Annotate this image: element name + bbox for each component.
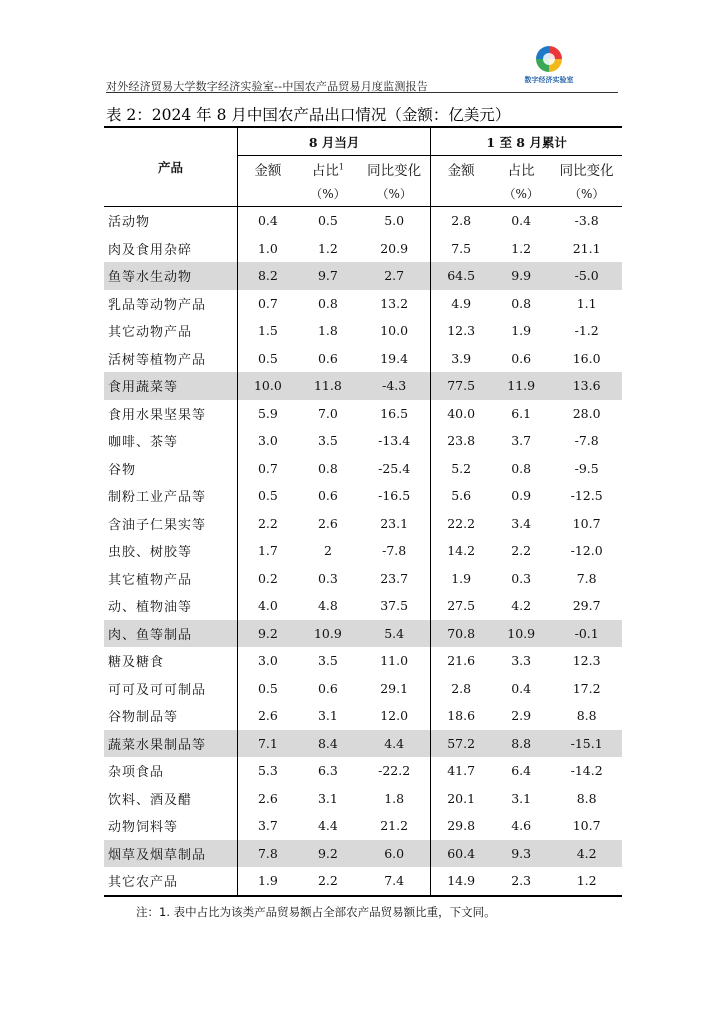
value-cell-m-amount: 7.8 bbox=[238, 840, 298, 868]
value-cell-m-yoy: 11.0 bbox=[358, 647, 431, 675]
value-cell-m-yoy: 16.5 bbox=[358, 400, 431, 428]
product-name-cell: 食用水果坚果等 bbox=[104, 400, 238, 428]
product-name-cell: 可可及可可制品 bbox=[104, 675, 238, 703]
value-cell-c-yoy: 7.8 bbox=[576, 570, 597, 586]
value-cell-c-amount: 40.0 bbox=[447, 405, 476, 421]
value-cell-m-share: 6.3 bbox=[317, 763, 338, 779]
value-cell-c-yoy: 1.2 bbox=[551, 867, 622, 896]
value-cell-m-share: 10.9 bbox=[298, 620, 358, 648]
product-name-cell: 谷物制品等 bbox=[104, 702, 238, 730]
product-name-cell: 糖及糖食 bbox=[104, 647, 238, 675]
value-cell-c-amount: 29.8 bbox=[447, 818, 476, 834]
value-cell-c-share: 11.9 bbox=[491, 372, 551, 400]
value-cell-c-yoy: -14.2 bbox=[570, 763, 603, 779]
value-cell-c-share: 8.8 bbox=[491, 730, 551, 758]
value-cell-c-share: 0.8 bbox=[511, 460, 532, 476]
value-cell-m-share: 8.4 bbox=[298, 730, 358, 758]
value-cell-m-amount: 7.1 bbox=[238, 730, 298, 758]
value-cell-m-amount: 0.7 bbox=[257, 460, 278, 476]
value-cell-m-amount: 4.0 bbox=[257, 598, 278, 614]
value-cell-m-yoy: 13.2 bbox=[358, 290, 431, 318]
value-cell-c-share: 9.9 bbox=[491, 262, 551, 290]
value-cell-m-yoy: 23.1 bbox=[358, 510, 431, 538]
table-row bbox=[104, 867, 622, 896]
value-cell-m-share: 3.5 bbox=[317, 653, 338, 669]
col-header-month-amount: 金额 bbox=[254, 162, 282, 179]
value-cell-m-amount: 1.5 bbox=[257, 323, 278, 339]
unit-cell: （%） bbox=[491, 181, 551, 207]
value-cell-c-yoy: -0.1 bbox=[551, 620, 622, 648]
value-cell-m-amount: 0.2 bbox=[257, 570, 278, 586]
value-cell-c-share: 6.1 bbox=[511, 405, 532, 421]
value-cell-m-yoy: 23.7 bbox=[358, 565, 431, 593]
value-cell-c-yoy: 10.7 bbox=[572, 515, 601, 531]
value-cell-c-share: 9.3 bbox=[491, 840, 551, 868]
value-cell-m-amount: 0.7 bbox=[257, 295, 278, 311]
value-cell-m-yoy: -22.2 bbox=[358, 757, 431, 785]
value-cell-m-share: 4.4 bbox=[317, 818, 338, 834]
value-cell-c-yoy: 17.2 bbox=[572, 680, 601, 696]
product-name-cell: 其它动物产品 bbox=[104, 317, 238, 345]
value-cell-c-amount: 77.5 bbox=[431, 372, 491, 400]
value-cell-c-yoy: 4.2 bbox=[551, 840, 622, 868]
value-cell-m-amount: 9.2 bbox=[238, 620, 298, 648]
value-cell-c-share: 4.6 bbox=[511, 818, 532, 834]
product-name-cell: 饮料、酒及醋 bbox=[104, 785, 238, 813]
table-row bbox=[104, 482, 622, 510]
product-name-cell: 活树等植物产品 bbox=[104, 345, 238, 373]
value-cell-m-amount: 8.2 bbox=[238, 262, 298, 290]
product-name-cell: 肉、鱼等制品 bbox=[104, 620, 238, 648]
value-cell-c-yoy: 29.7 bbox=[572, 598, 601, 614]
value-cell-m-yoy: 1.8 bbox=[358, 785, 431, 813]
globe-logo-icon bbox=[536, 46, 562, 72]
value-cell-m-yoy: 19.4 bbox=[358, 345, 431, 373]
table-row bbox=[104, 317, 622, 345]
value-cell-c-share: 4.2 bbox=[511, 598, 532, 614]
value-cell-m-yoy: 7.4 bbox=[358, 867, 431, 896]
value-cell-m-share: 3.5 bbox=[317, 433, 338, 449]
value-cell-c-yoy: -5.0 bbox=[551, 262, 622, 290]
value-cell-c-share: 0.8 bbox=[511, 295, 532, 311]
value-cell-m-yoy: -25.4 bbox=[358, 455, 431, 483]
value-cell-c-share: 0.4 bbox=[511, 680, 532, 696]
value-cell-c-share: 3.3 bbox=[511, 653, 532, 669]
value-cell-m-yoy: 5.0 bbox=[358, 207, 431, 235]
unit-cell-empty bbox=[431, 181, 491, 207]
table-row bbox=[104, 207, 622, 235]
lab-logo bbox=[518, 46, 580, 92]
value-cell-m-yoy: 2.7 bbox=[358, 262, 431, 290]
value-cell-m-amount: 0.4 bbox=[257, 213, 278, 229]
value-cell-m-yoy: -4.3 bbox=[358, 372, 431, 400]
table-row bbox=[104, 427, 622, 455]
value-cell-c-share: 0.4 bbox=[511, 213, 532, 229]
value-cell-c-share: 10.9 bbox=[491, 620, 551, 648]
col-header-month-yoy: 同比变化 bbox=[358, 156, 431, 182]
table-row bbox=[104, 702, 622, 730]
value-cell-m-share: 0.6 bbox=[317, 680, 338, 696]
table-row bbox=[104, 537, 622, 565]
value-cell-c-yoy: 13.6 bbox=[551, 372, 622, 400]
value-cell-c-amount: 21.6 bbox=[447, 653, 476, 669]
product-name-cell: 制粉工业产品等 bbox=[104, 482, 238, 510]
value-cell-c-share: 1.2 bbox=[511, 240, 532, 256]
product-name-cell: 鱼等水生动物 bbox=[104, 262, 238, 290]
product-name-cell: 动、植物油等 bbox=[104, 592, 238, 620]
value-cell-c-amount: 23.8 bbox=[447, 433, 476, 449]
value-cell-c-amount: 1.9 bbox=[451, 570, 472, 586]
value-cell-c-yoy: 12.3 bbox=[572, 653, 601, 669]
unit-cell: （%） bbox=[298, 181, 358, 207]
value-cell-c-yoy: 16.0 bbox=[572, 350, 601, 366]
value-cell-c-amount: 70.8 bbox=[431, 620, 491, 648]
header-divider bbox=[106, 92, 618, 93]
col-header-product: 产品 bbox=[104, 127, 238, 207]
value-cell-m-share: 11.8 bbox=[298, 372, 358, 400]
value-cell-m-share: 1.2 bbox=[317, 240, 338, 256]
logo-text: 数字经济实验室 bbox=[524, 76, 574, 84]
value-cell-m-yoy: -7.8 bbox=[358, 537, 431, 565]
product-name-cell: 其它植物产品 bbox=[104, 565, 238, 593]
value-cell-m-yoy: 6.0 bbox=[358, 840, 431, 868]
table-row bbox=[104, 757, 622, 785]
value-cell-c-amount: 14.9 bbox=[431, 867, 491, 896]
value-cell-c-share: 0.6 bbox=[511, 350, 532, 366]
value-cell-m-share: 0.6 bbox=[317, 350, 338, 366]
value-cell-c-amount: 3.9 bbox=[451, 350, 472, 366]
value-cell-c-amount: 64.5 bbox=[431, 262, 491, 290]
value-cell-c-amount: 41.7 bbox=[447, 763, 476, 779]
value-cell-c-yoy: 1.1 bbox=[576, 295, 597, 311]
value-cell-m-yoy: 37.5 bbox=[358, 592, 431, 620]
product-name-cell: 活动物 bbox=[104, 207, 238, 235]
value-cell-c-amount: 12.3 bbox=[447, 323, 476, 339]
value-cell-c-amount: 18.6 bbox=[447, 708, 476, 724]
value-cell-m-yoy: -16.5 bbox=[358, 482, 431, 510]
value-cell-m-share: 0.8 bbox=[317, 295, 338, 311]
value-cell-c-yoy: -12.5 bbox=[570, 488, 603, 504]
value-cell-m-share: 2 bbox=[323, 543, 332, 559]
value-cell-m-amount: 10.0 bbox=[238, 372, 298, 400]
value-cell-c-share: 0.9 bbox=[511, 488, 532, 504]
value-cell-c-share: 2.9 bbox=[511, 708, 532, 724]
group-header-month: 8 月当月 bbox=[238, 127, 431, 156]
value-cell-m-yoy: 29.1 bbox=[358, 675, 431, 703]
running-header: 对外经济贸易大学数字经济实验室--中国农产品贸易月度监测报告 bbox=[106, 80, 428, 93]
value-cell-m-amount: 5.9 bbox=[257, 405, 278, 421]
value-cell-m-amount: 2.6 bbox=[257, 708, 278, 724]
value-cell-m-amount: 0.5 bbox=[257, 350, 278, 366]
table-row bbox=[104, 620, 622, 648]
product-name-cell: 咖啡、茶等 bbox=[104, 427, 238, 455]
value-cell-c-share: 2.2 bbox=[511, 543, 532, 559]
table-row bbox=[104, 400, 622, 428]
table-row bbox=[104, 290, 622, 318]
value-cell-m-amount: 1.9 bbox=[238, 867, 298, 896]
table-title: 表 2：2024 年 8 月中国农产品出口情况（金额：亿美元） bbox=[106, 106, 511, 124]
table-row bbox=[104, 730, 622, 758]
footnote: 注：1. 表中占比为该类产品贸易额占全部农产品贸易额比重，下文同。 bbox=[136, 905, 496, 919]
value-cell-m-share: 3.1 bbox=[317, 790, 338, 806]
value-cell-c-amount: 60.4 bbox=[431, 840, 491, 868]
value-cell-c-amount: 22.2 bbox=[447, 515, 476, 531]
value-cell-m-share: 0.6 bbox=[317, 488, 338, 504]
value-cell-c-amount: 5.2 bbox=[451, 460, 472, 476]
col-header-cum-share: 占比 bbox=[507, 162, 535, 179]
value-cell-c-yoy: 8.8 bbox=[576, 790, 597, 806]
export-table bbox=[104, 126, 622, 897]
footnote-mark: 1 bbox=[338, 162, 344, 171]
table-row bbox=[104, 345, 622, 373]
value-cell-m-yoy: 10.0 bbox=[358, 317, 431, 345]
value-cell-c-yoy: -1.2 bbox=[574, 323, 599, 339]
value-cell-m-share: 0.8 bbox=[317, 460, 338, 476]
value-cell-c-yoy: 28.0 bbox=[572, 405, 601, 421]
col-header-month-share: 占比$^1$ bbox=[311, 162, 344, 179]
table-row bbox=[104, 840, 622, 868]
value-cell-m-amount: 3.7 bbox=[257, 818, 278, 834]
value-cell-c-amount: 20.1 bbox=[447, 790, 476, 806]
value-cell-c-share: 3.7 bbox=[511, 433, 532, 449]
product-name-cell: 动物饲料等 bbox=[104, 812, 238, 840]
value-cell-c-share: 1.9 bbox=[511, 323, 532, 339]
value-cell-c-amount: 2.8 bbox=[451, 213, 472, 229]
value-cell-c-yoy: -9.5 bbox=[574, 460, 599, 476]
value-cell-c-yoy: -3.8 bbox=[574, 213, 599, 229]
table-row bbox=[104, 372, 622, 400]
table-row bbox=[104, 510, 622, 538]
value-cell-m-share: 0.5 bbox=[317, 213, 338, 229]
value-cell-m-amount: 3.0 bbox=[257, 433, 278, 449]
value-cell-m-share: 4.8 bbox=[317, 598, 338, 614]
value-cell-m-share: 9.2 bbox=[298, 840, 358, 868]
value-cell-m-share: 7.0 bbox=[317, 405, 338, 421]
value-cell-m-amount: 2.2 bbox=[257, 515, 278, 531]
product-name-cell: 食用蔬菜等 bbox=[104, 372, 238, 400]
table-row bbox=[104, 812, 622, 840]
value-cell-m-amount: 0.5 bbox=[257, 680, 278, 696]
unit-cell: （%） bbox=[551, 181, 622, 207]
table-row bbox=[104, 455, 622, 483]
value-cell-c-amount: 5.6 bbox=[451, 488, 472, 504]
value-cell-m-share: 2.6 bbox=[317, 515, 338, 531]
value-cell-m-amount: 5.3 bbox=[257, 763, 278, 779]
value-cell-c-amount: 2.8 bbox=[451, 680, 472, 696]
value-cell-c-amount: 7.5 bbox=[451, 240, 472, 256]
value-cell-c-share: 6.4 bbox=[511, 763, 532, 779]
product-name-cell: 含油子仁果实等 bbox=[104, 510, 238, 538]
product-name-cell: 虫胶、树胶等 bbox=[104, 537, 238, 565]
col-header-cum-amount: 金额 bbox=[447, 162, 475, 179]
value-cell-c-amount: 4.9 bbox=[451, 295, 472, 311]
value-cell-m-share: 9.7 bbox=[298, 262, 358, 290]
unit-cell-empty bbox=[238, 181, 298, 207]
product-name-cell: 蔬菜水果制品等 bbox=[104, 730, 238, 758]
value-cell-c-share: 3.1 bbox=[511, 790, 532, 806]
value-cell-m-amount: 3.0 bbox=[257, 653, 278, 669]
table-row bbox=[104, 785, 622, 813]
value-cell-m-yoy: 12.0 bbox=[358, 702, 431, 730]
value-cell-c-yoy: -15.1 bbox=[551, 730, 622, 758]
value-cell-c-share: 0.3 bbox=[511, 570, 532, 586]
value-cell-c-yoy: -12.0 bbox=[570, 543, 603, 559]
product-name-cell: 谷物 bbox=[104, 455, 238, 483]
value-cell-m-yoy: -13.4 bbox=[358, 427, 431, 455]
value-cell-m-yoy: 5.4 bbox=[358, 620, 431, 648]
table-row bbox=[104, 647, 622, 675]
table-row bbox=[104, 592, 622, 620]
value-cell-m-share: 1.8 bbox=[317, 323, 338, 339]
value-cell-m-amount: 1.7 bbox=[257, 543, 278, 559]
product-name-cell: 其它农产品 bbox=[104, 867, 238, 896]
table-row bbox=[104, 675, 622, 703]
value-cell-c-yoy: 8.8 bbox=[576, 708, 597, 724]
table-row bbox=[104, 262, 622, 290]
product-name-cell: 烟草及烟草制品 bbox=[104, 840, 238, 868]
group-header-cumulative: 1 至 8 月累计 bbox=[431, 127, 622, 156]
value-cell-c-share: 2.3 bbox=[491, 867, 551, 896]
value-cell-m-share: 0.3 bbox=[317, 570, 338, 586]
unit-cell: （%） bbox=[358, 181, 431, 207]
value-cell-c-amount: 57.2 bbox=[431, 730, 491, 758]
value-cell-m-share: 2.2 bbox=[298, 867, 358, 896]
value-cell-m-amount: 2.6 bbox=[257, 790, 278, 806]
product-name-cell: 乳品等动物产品 bbox=[104, 290, 238, 318]
value-cell-c-yoy: -7.8 bbox=[574, 433, 599, 449]
value-cell-c-amount: 27.5 bbox=[447, 598, 476, 614]
value-cell-c-yoy: 21.1 bbox=[572, 240, 601, 256]
value-cell-m-amount: 1.0 bbox=[257, 240, 278, 256]
value-cell-m-yoy: 21.2 bbox=[358, 812, 431, 840]
table-row bbox=[104, 235, 622, 263]
value-cell-m-yoy: 4.4 bbox=[358, 730, 431, 758]
value-cell-m-share: 3.1 bbox=[317, 708, 338, 724]
value-cell-m-amount: 0.5 bbox=[257, 488, 278, 504]
product-name-cell: 杂项食品 bbox=[104, 757, 238, 785]
value-cell-c-yoy: 10.7 bbox=[572, 818, 601, 834]
table-group-header-row bbox=[104, 127, 622, 156]
product-name-cell: 肉及食用杂碎 bbox=[104, 235, 238, 263]
value-cell-c-share: 3.4 bbox=[511, 515, 532, 531]
value-cell-c-amount: 14.2 bbox=[447, 543, 476, 559]
table-row bbox=[104, 565, 622, 593]
col-header-cum-yoy: 同比变化 bbox=[559, 162, 614, 179]
value-cell-m-yoy: 20.9 bbox=[358, 235, 431, 263]
